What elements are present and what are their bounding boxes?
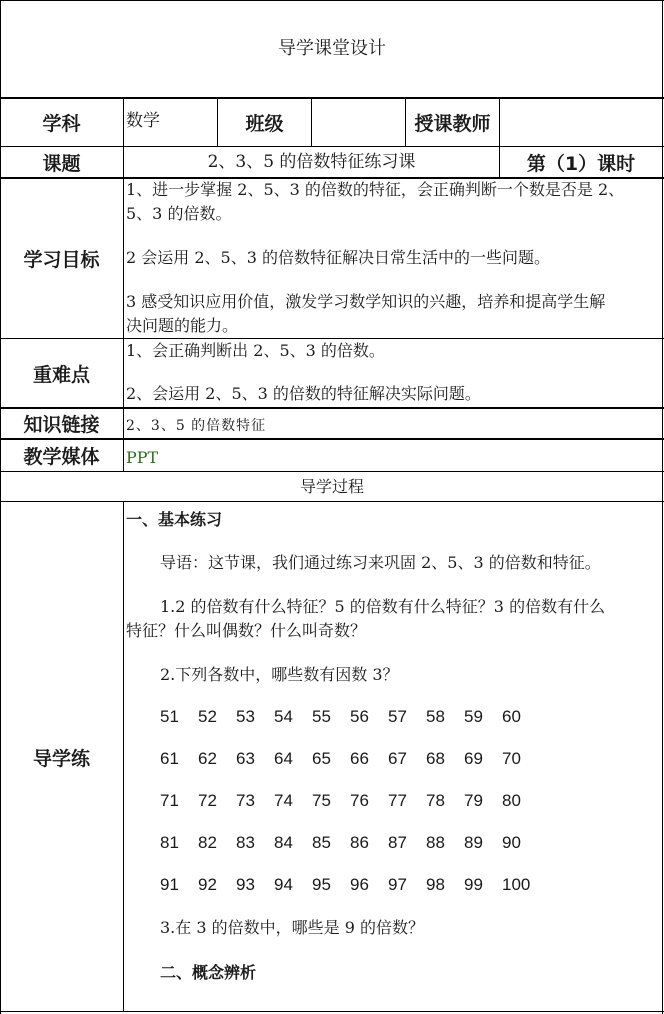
- number-cell: 83: [236, 833, 255, 852]
- number-cell: 81: [160, 833, 179, 852]
- key-point-2: 2、会运用 2、5、3 的倍数的特征解决实际问题。: [126, 384, 481, 403]
- question-1-line-2: 特征？什么叫偶数？什么叫奇数？: [126, 621, 367, 640]
- key-points-label: 重难点: [32, 363, 90, 386]
- section-concept-title: 二、概念辨析: [160, 963, 257, 982]
- number-cell: 59: [464, 707, 483, 726]
- number-cell: 76: [350, 791, 369, 810]
- number-cell: 73: [236, 791, 255, 810]
- number-cell: 74: [274, 791, 293, 810]
- objective-1-line-2: 5、3 的倍数。: [126, 204, 232, 223]
- number-cell: 98: [426, 875, 445, 894]
- knowledge-link-label: 知识链接: [23, 414, 100, 436]
- subject-value: 数学: [126, 111, 160, 131]
- process-header: 导学过程: [299, 476, 364, 496]
- question-3: 3.在 3 的倍数中，哪些是 9 的倍数？: [160, 918, 424, 937]
- number-cell: 77: [388, 791, 407, 810]
- number-row: [160, 749, 540, 769]
- number-cell: 67: [388, 749, 407, 768]
- number-cell: 92: [198, 875, 217, 894]
- number-cell: 84: [274, 833, 293, 852]
- number-cell: 86: [350, 833, 369, 852]
- number-cell: 99: [464, 875, 483, 894]
- teacher-label: 授课教师: [414, 113, 491, 135]
- number-cell: 56: [350, 707, 369, 726]
- class-label: 班级: [245, 113, 284, 135]
- number-cell: 78: [426, 791, 445, 810]
- number-row: [160, 707, 540, 727]
- number-cell: 97: [388, 875, 407, 894]
- number-cell: 65: [312, 749, 331, 768]
- number-cell: 90: [502, 833, 521, 852]
- number-cell: 70: [502, 749, 521, 768]
- number-cell: 100: [502, 875, 531, 894]
- number-cell: 75: [312, 791, 331, 810]
- number-cell: 66: [350, 749, 369, 768]
- number-cell: 88: [426, 833, 445, 852]
- question-2: 2.下列各数中，哪些数有因数 3？: [160, 665, 399, 684]
- number-cell: 55: [312, 707, 331, 726]
- lesson-period: 第（1）课时: [526, 152, 636, 175]
- section-basic-practice-title: 一、基本练习: [126, 510, 223, 529]
- number-cell: 61: [160, 749, 179, 768]
- intro-text: 导语：这节课，我们通过练习来巩固 2、5、3 的倍数和特征。: [160, 553, 601, 572]
- number-cell: 91: [160, 875, 179, 894]
- number-cell: 54: [274, 707, 293, 726]
- media-value: PPT: [126, 448, 159, 467]
- objectives-label: 学习目标: [23, 249, 100, 271]
- number-cell: 53: [236, 707, 255, 726]
- number-cell: 82: [198, 833, 217, 852]
- question-1-line-1: 1.2 的倍数有什么特征？5 的倍数有什么特征？3 的倍数有什么: [160, 597, 606, 616]
- number-row: [160, 791, 540, 811]
- objective-3-line-1: 3 感受知识应用价值，激发学习数学知识的兴趣，培养和提高学生解: [126, 292, 606, 311]
- number-cell: 85: [312, 833, 331, 852]
- number-cell: 62: [198, 749, 217, 768]
- number-cell: 95: [312, 875, 331, 894]
- number-cell: 87: [388, 833, 407, 852]
- number-cell: 94: [274, 875, 293, 894]
- objective-2: 2 会运用 2、5、3 的倍数特征解决日常生活中的一些问题。: [126, 248, 550, 267]
- knowledge-link-value: 2、3、5 的倍数特征: [126, 418, 267, 434]
- number-cell: 64: [274, 749, 293, 768]
- number-cell: 80: [502, 791, 521, 810]
- page-title: 导学课堂设计: [278, 37, 386, 59]
- number-row: [160, 833, 540, 853]
- number-cell: 51: [160, 707, 179, 726]
- subject-label: 学科: [42, 113, 81, 135]
- objective-1-line-1: 1、进一步掌握 2、5、3 的倍数的特征，会正确判断一个数是否是 2、: [126, 180, 625, 199]
- number-cell: 57: [388, 707, 407, 726]
- number-cell: 68: [426, 749, 445, 768]
- number-cell: 60: [502, 707, 521, 726]
- number-cell: 72: [198, 791, 217, 810]
- number-cell: 58: [426, 707, 445, 726]
- number-cell: 79: [464, 791, 483, 810]
- info-column-divider: [311, 98, 312, 147]
- number-cell: 52: [198, 707, 217, 726]
- key-point-1: 1、会正确判断出 2、5、3 的倍数。: [126, 341, 385, 360]
- number-cell: 89: [464, 833, 483, 852]
- number-cell: 69: [464, 749, 483, 768]
- number-cell: 96: [350, 875, 369, 894]
- number-cell: 93: [236, 875, 255, 894]
- number-cell: 71: [160, 791, 179, 810]
- number-cell: 63: [236, 749, 255, 768]
- number-row: [160, 875, 540, 895]
- table-border-right: [662, 0, 663, 1014]
- objective-3-line-2: 决问题的能力。: [126, 316, 239, 335]
- label-column-divider: [123, 502, 124, 1012]
- practice-label: 导学练: [32, 747, 90, 770]
- topic-label: 课题: [42, 152, 81, 175]
- topic-value: 2、3、5 的倍数特征练习课: [207, 152, 416, 172]
- media-label: 教学媒体: [23, 446, 100, 468]
